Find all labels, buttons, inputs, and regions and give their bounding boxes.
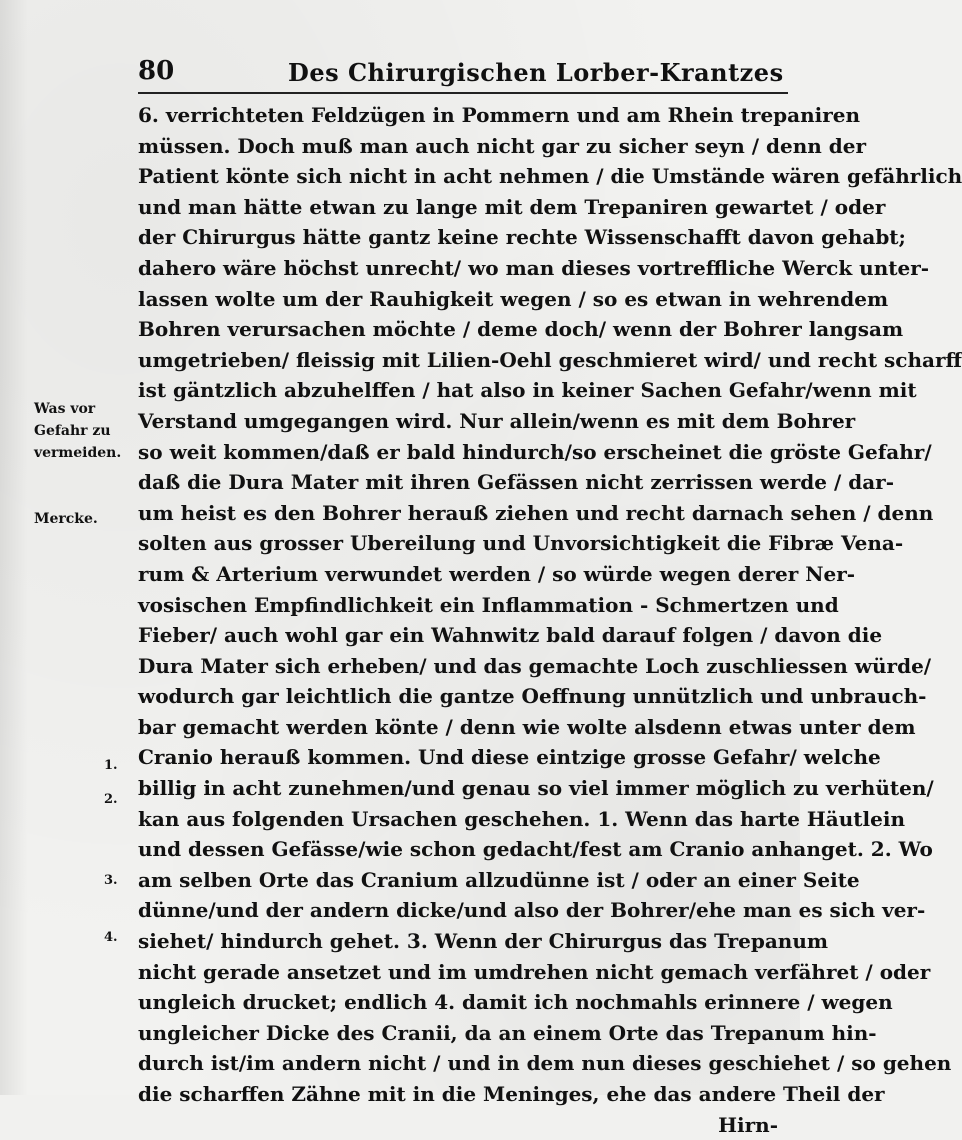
text-line: billig in acht zunehmen/und genau so viel immer möglich zu verhüten/ [138, 776, 934, 801]
text-line: und man hätte etwan zu lange mit dem Trepaniren gewartet / oder [138, 194, 886, 219]
margin-mark-4: 4. [104, 930, 118, 945]
text-line: um heist es den Bohrer herauß ziehen und recht darnach sehen / denn [138, 500, 934, 525]
text-line: wodurch gar leichtlich die gantze Oeffnung unnützlich und unbrauch- [138, 684, 927, 709]
text-line: der Chirurgus hätte gantz keine rechte Wissenschafft davon gehabt; [138, 225, 906, 250]
text-line: durch ist/im andern nicht / und in dem nun dieses geschiehet / so gehen [138, 1051, 952, 1076]
text-line: Verstand umgegangen wird. Nur allein/wenn es mit dem Bohrer [138, 408, 856, 433]
text-line: nicht gerade ansetzet und im umdrehen nicht gemach verfähret / oder [138, 959, 931, 984]
text-line: 6. verrichteten Feldzügen in Pommern und am Rhein trepaniren [138, 103, 861, 127]
text-line: so weit kommen/daß er bald hindurch/so erscheinet die gröste Gefahr/ [138, 439, 932, 464]
page-edge-shadow [0, 0, 28, 1095]
margin-note-mercke: Mercke. [34, 511, 98, 527]
margin-mark-1: 1. [104, 758, 118, 773]
text-line: ungleicher Dicke des Cranii, da an einem Orte das Trepanum hin- [138, 1020, 877, 1045]
margin-mark-3: 3. [104, 873, 118, 888]
text-line: und dessen Gefässe/wie schon gedacht/fest am Cranio anhanget. 2. Wo [138, 837, 933, 862]
text-line: dünne/und der andern dicke/und also der Bohrer/ehe man es sich ver- [138, 898, 926, 923]
text-line: müssen. Doch muß man auch nicht gar zu sicher seyn / denn der [138, 133, 866, 158]
text-line: Fieber/ auch wohl gar ein Wahnwitz bald darauf folgen / davon die [138, 623, 883, 648]
text-line: Cranio herauß kommen. Und diese eintzige grosse Gefahr/ welche [138, 745, 881, 770]
text-line: bar gemacht werden könte / denn wie wolte alsdenn etwas unter dem [138, 714, 916, 739]
text-line: daß die Dura Mater mit ihren Gefässen nicht zerrissen werde / dar- [138, 470, 895, 495]
page-number: 80 [138, 56, 175, 86]
text-line: die scharffen Zähne mit in die Meninges, ehe das andere Theil der [138, 1082, 885, 1106]
text-line: kan aus folgenden Ursachen geschehen. 1. Wenn das harte Häutlein [138, 806, 906, 831]
text-line: siehet/ hindurch gehet. 3. Wenn der Chirurgus das Trepanum [138, 929, 829, 954]
text-line: dahero wäre höchst unrecht/ wo man dieses vortreffliche Werck unter- [138, 255, 930, 280]
text-line: rum & Arterium verwundet werden / so würde wegen derer Ner- [138, 561, 856, 586]
text-line: solten aus grosser Ubereilung und Unvorsichtigkeit die Fibræ Vena- [138, 531, 904, 556]
text-line: Hirn- [718, 1112, 778, 1137]
text-line: ist gäntzlich abzuhelffen / hat also in keiner Sachen Gefahr/wenn mit [138, 378, 917, 403]
text-line: Dura Mater sich erheben/ und das gemachte Loch zuschliessen würde/ [138, 653, 932, 678]
margin-mark-2: 2. [104, 792, 118, 807]
text-line: am selben Orte das Cranium allzudünne ist / oder an einer Seite [138, 867, 860, 892]
running-title: Des Chirurgischen Lorber-Krantzes [288, 58, 784, 87]
text-line: vosischen Empfindlichkeit ein Inflammation - Schmertzen und [138, 592, 839, 617]
text-line: ungleich drucket; endlich 4. damit ich nochmahls erinnere / wegen [138, 990, 893, 1015]
page-header [138, 52, 788, 94]
text-line: Patient könte sich nicht in acht nehmen / die Umstände wären gefährlich [138, 164, 962, 189]
text-line: lassen wolte um der Rauhigkeit wegen / so es etwan in wehrendem [138, 286, 889, 311]
margin-note-danger: Was vor Gefahr zu vermeiden. [34, 401, 122, 461]
text-line: Bohren verursachen möchte / deme doch/ wenn der Bohrer langsam [138, 317, 904, 342]
text-line: umgetrieben/ fleissig mit Lilien-Oehl geschmieret wird/ und recht scharff [138, 347, 962, 372]
body-text [138, 100, 962, 1140]
